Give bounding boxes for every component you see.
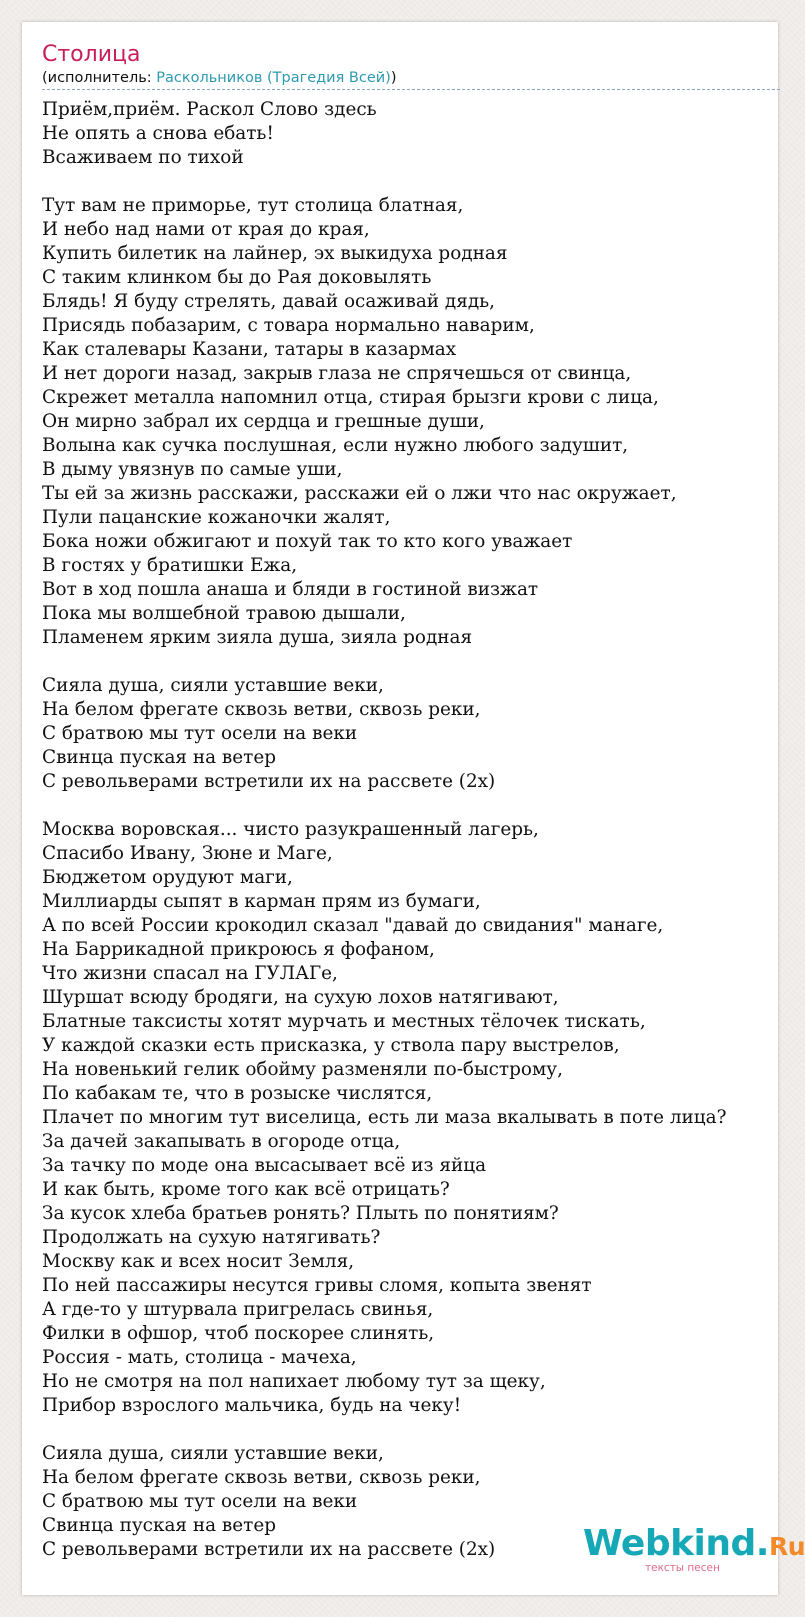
performer-suffix: ) — [390, 70, 397, 86]
lyrics-card — [22, 22, 778, 1595]
song-title: Столица — [42, 42, 141, 67]
performer-line — [42, 69, 780, 90]
performer-prefix: (исполнитель: — [42, 70, 157, 86]
webkind-logo[interactable] — [583, 1523, 805, 1580]
logo-tld: Ru — [768, 1532, 805, 1561]
artist-link[interactable]: Раскольников (Трагедия Всей) — [156, 70, 391, 86]
lyrics-text: Приём,приём. Раскол Слово здесь Не опять а снова ебать! Всаживаем по тихой Тут вам не приморье, тут столица блатная, И небо над нами от края до края, Купить билетик на лайнер, эх выкидуха родная С таким клинком бы до Рая доковылять Блядь! Я буду стрелять, давай осаживай дядь, Присядь побазарим, с товара нормально наварим, Как сталевары Казани, татары в казармах И нет дороги назад, закрыв глаза не спрячешься от свинца, Скрежет металла напомнил отца, стирая брызги крови с лица, Он мирно забрал их сердца и грешные души, Волына как сучка послушная, если нужно любого задушит, В дыму увязнув по самые уши, Ты ей за жизнь расскажи, расскажи ей о лжи что нас окружает, Пули пацанские кожаночки жалят, Бока ножи обжигают и похуй так то кто кого уважает В гостях у братишки Ежа, Вот в ход пошла анаша и бляди в гостиной визжат Пока мы волшебной травою дышали, Пламенем ярким зияла душа, зияла родная Сияла душа, сияли уставшие веки, На белом фрегате сквозь ветви, сквозь реки, С братвою мы тут осели на веки Свинца пуская на ветер С револьверами встретили их на рассвете (2x) Москва воровская... чисто разукрашенный лагерь, Спасибо Ивану, Зюне и Маге, Бюджетом орудуют маги, Миллиарды сыпят в карман прям из бумаги, А по всей России крокодил сказал "давай до свидания" манаге, На Баррикадной прикроюсь я фофаном, Что жизни спасал на ГУЛАГе, Шуршат всюду бродяги, на сухую лохов натягивают, Блатные таксисты хотят мурчать и местных тёлочек тискать, У каждой сказки есть присказка, у ствола пару выстрелов, На новенький гелик обойму разменяли по-быстрому, По кабакам те, что в розыске числятся, Плачет по многим тут виселица, есть ли маза вкалывать в поте лица? За дачей закапывать в огороде отца, За тачку по моде она высасывает всё из яйца И как быть, кроме того как всё отрицать? За кусок хлеба братьев ронять? Плыть по понятиям? Продолжать на сухую натягивать? Москву как и всех носит Земля, По ней пассажиры несутся гривы сломя, копыта звенят А где-то у штурвала пригрелась свинья, Филки в офшор, чтоб поскорее слинять, Россия - мать, столица - мачеха, Но не смотря на пол напихает любому тут за щеку, Прибор взрослого мальчика, будь на чеку! Сияла душа, сияли уставшие веки, На белом фрегате сквозь ветви, сквозь реки, С братвою мы тут осели на веки Свинца пуская на ветер С револьверами встретили их на рассвете (2x) — [42, 99, 727, 1560]
logo-dot: . — [755, 1523, 769, 1564]
logo-tagline: тексты песен — [645, 1562, 720, 1574]
logo-wordmark — [583, 1524, 805, 1567]
logo-name: Webkind — [583, 1523, 756, 1564]
